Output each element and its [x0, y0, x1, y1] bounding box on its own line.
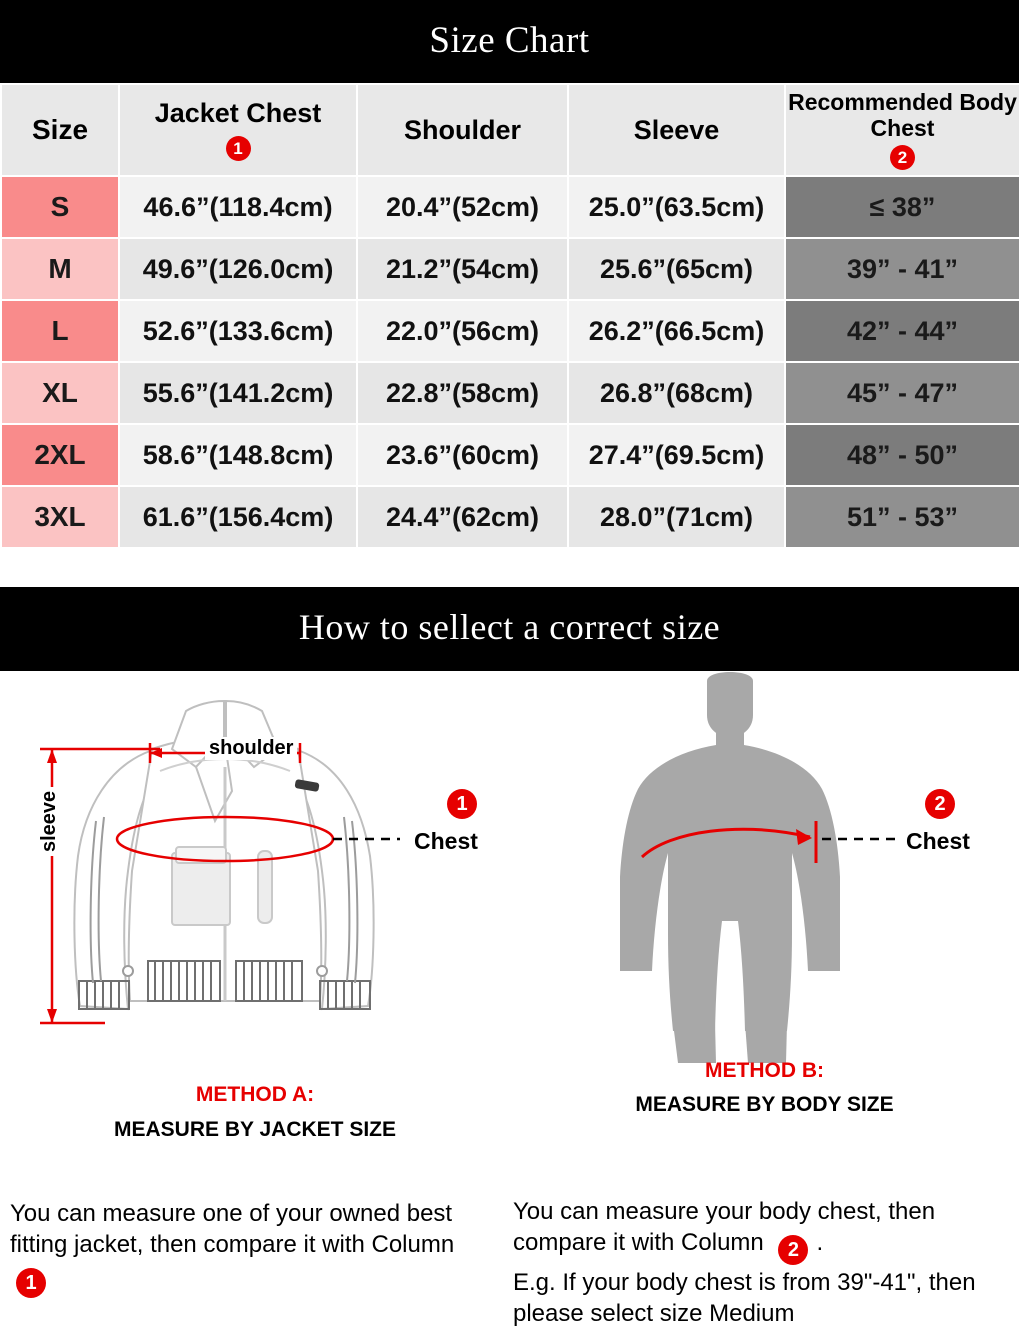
cell-jacket-chest: 46.6”(118.4cm): [119, 176, 357, 238]
column-header-jacket-chest: [119, 84, 357, 176]
cell-size: XL: [1, 362, 119, 424]
cell-jacket-chest: 58.6”(148.8cm): [119, 424, 357, 486]
table-body: [1, 176, 1019, 548]
section-title-how-to-select: How to sellect a correct size: [0, 587, 1019, 671]
column-header-body-chest-label: Recommended Body Chest: [788, 89, 1017, 141]
cell-shoulder: 22.8”(58cm): [357, 362, 568, 424]
cell-sleeve: 25.6”(65cm): [568, 238, 785, 300]
sleeve-measure-label: sleeve: [38, 787, 61, 856]
method-b-paragraph-1-end: .: [816, 1229, 824, 1257]
cell-body-chest: 42” - 44”: [785, 300, 1019, 362]
table-header: [1, 84, 1019, 176]
cell-body-chest: 45” - 47”: [785, 362, 1019, 424]
jacket-diagram: [0, 671, 510, 1071]
table-row: [1, 300, 1019, 362]
column-header-shoulder: [357, 84, 568, 176]
cell-size: 3XL: [1, 486, 119, 548]
cell-body-chest: 51” - 53”: [785, 486, 1019, 548]
column-header-size-label: Size: [31, 114, 89, 146]
cell-jacket-chest: 49.6”(126.0cm): [119, 238, 357, 300]
section-spacer: [0, 549, 1019, 587]
cell-jacket-chest: 61.6”(156.4cm): [119, 486, 357, 548]
method-b-title: METHOD B:: [705, 1059, 824, 1082]
method-a-paragraph-block: [10, 1198, 490, 1298]
cell-size: M: [1, 238, 119, 300]
cell-shoulder: 21.2”(54cm): [357, 238, 568, 300]
method-b-subtitle: MEASURE BY BODY SIZE: [635, 1093, 894, 1116]
cell-shoulder: 22.0”(56cm): [357, 300, 568, 362]
method-a-panel: [0, 671, 510, 1141]
page-title: Size Chart: [0, 0, 1019, 83]
cell-shoulder: 23.6”(60cm): [357, 424, 568, 486]
cell-sleeve: 26.2”(66.5cm): [568, 300, 785, 362]
method-a-title: METHOD A:: [195, 1083, 315, 1106]
cell-sleeve: 26.8”(68cm): [568, 362, 785, 424]
table-row: [1, 176, 1019, 238]
cell-sleeve: 25.0”(63.5cm): [568, 176, 785, 238]
table-row: [1, 238, 1019, 300]
column-header-jacket-chest-label: Jacket Chest: [154, 97, 322, 128]
cell-shoulder: 24.4”(62cm): [357, 486, 568, 548]
size-chart-table: [0, 83, 1019, 549]
badge-2-diagram: 2: [925, 789, 955, 819]
badge-1-paragraph: 1: [16, 1268, 46, 1298]
badge-2-paragraph: 2: [778, 1235, 808, 1265]
method-b-paragraph-2: E.g. If your body chest is from 39"-41", then please select size Medium: [513, 1269, 976, 1328]
shoulder-measure-label: shoulder: [205, 737, 297, 760]
table-row: [1, 362, 1019, 424]
badge-1-header: 1: [226, 136, 251, 161]
method-b-paragraph-1: You can measure your body chest, then compare it with Column: [513, 1198, 936, 1257]
column-header-sleeve: [568, 84, 785, 176]
cell-sleeve: 28.0”(71cm): [568, 486, 785, 548]
cell-shoulder: 20.4”(52cm): [357, 176, 568, 238]
method-a-paragraph: You can measure one of your owned best fitting jacket, then compare it with Column: [10, 1200, 455, 1259]
cell-jacket-chest: 52.6”(133.6cm): [119, 300, 357, 362]
table-header-row: [1, 84, 1019, 176]
cell-body-chest: 48” - 50”: [785, 424, 1019, 486]
method-b-paragraph-block: [513, 1196, 1011, 1330]
method-b-panel: [510, 671, 1019, 1131]
table-row: [1, 424, 1019, 486]
cell-body-chest: 39” - 41”: [785, 238, 1019, 300]
column-header-size: [1, 84, 119, 176]
badge-2-header: 2: [890, 145, 915, 170]
cell-sleeve: 27.4”(69.5cm): [568, 424, 785, 486]
chest-label-a: Chest: [414, 828, 478, 854]
cell-size: 2XL: [1, 424, 119, 486]
chest-label-b: Chest: [906, 828, 970, 854]
cell-size: L: [1, 300, 119, 362]
column-header-body-chest: [785, 84, 1019, 176]
illustration-area: [0, 671, 1019, 1141]
cell-body-chest: ≤ 38”: [785, 176, 1019, 238]
table-row: [1, 486, 1019, 548]
badge-1-diagram: 1: [447, 789, 477, 819]
method-a-subtitle: MEASURE BY JACKET SIZE: [114, 1118, 396, 1141]
column-header-shoulder-label: Shoulder: [403, 114, 521, 145]
column-header-sleeve-label: Sleeve: [633, 114, 720, 145]
cell-size: S: [1, 176, 119, 238]
body-diagram: [510, 671, 1019, 1071]
cell-jacket-chest: 55.6”(141.2cm): [119, 362, 357, 424]
